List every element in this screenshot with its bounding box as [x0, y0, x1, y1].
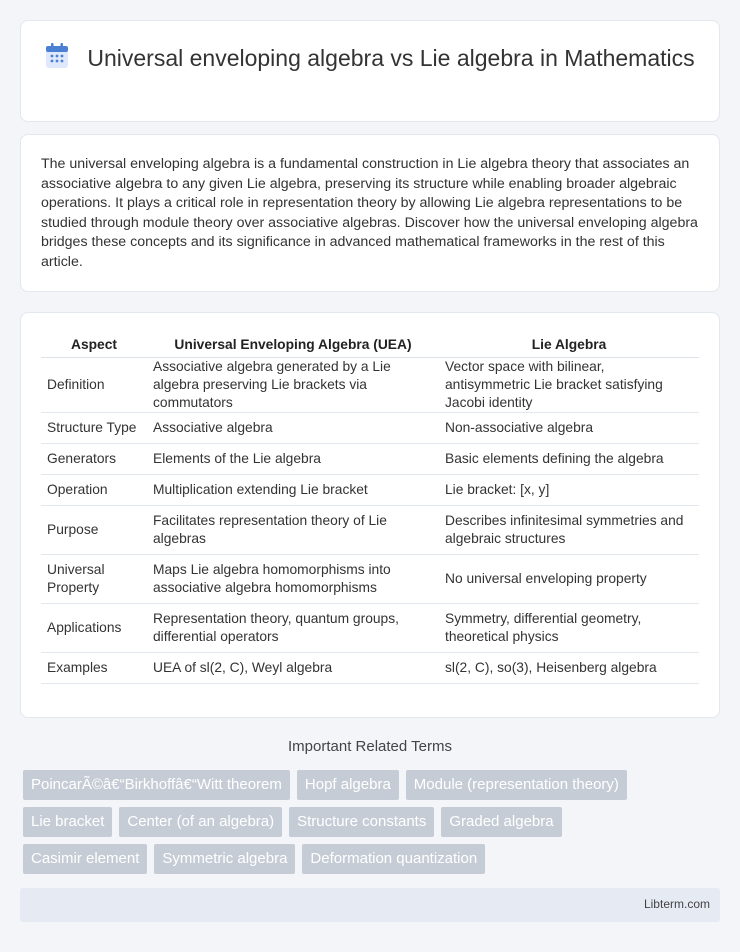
cell-uea: Multiplication extending Lie bracket [147, 474, 439, 505]
cell-uea: Elements of the Lie algebra [147, 443, 439, 474]
cell-aspect: Operation [41, 474, 147, 505]
cell-uea: Facilitates representation theory of Lie algebras [147, 505, 439, 554]
table-row [41, 412, 699, 443]
term-tag[interactable]: Lie bracket [23, 807, 112, 837]
cell-aspect: Structure Type [41, 412, 147, 443]
page-title-block [21, 43, 719, 73]
term-tag[interactable]: PoincarÃ©â€“Birkhoffâ€“Witt theorem [23, 770, 290, 800]
related-terms-title: Important Related Terms [288, 738, 452, 755]
term-tag[interactable]: Module (representation theory) [406, 770, 627, 800]
cell-lie: Describes infinitesimal symmetries and algebraic structures [439, 505, 699, 554]
footer-site-link[interactable]: Libterm.com [643, 897, 710, 911]
table-header-row [41, 333, 699, 357]
term-tag[interactable]: Symmetric algebra [154, 844, 295, 874]
table-row [41, 443, 699, 474]
cell-aspect: Generators [41, 443, 147, 474]
table-row [41, 357, 699, 412]
table-row [41, 652, 699, 683]
cell-aspect: Examples [41, 652, 147, 683]
term-tag[interactable]: Deformation quantization [302, 844, 485, 874]
cell-uea: UEA of sl(2, C), Weyl algebra [147, 652, 439, 683]
intro-text: The universal enveloping algebra is a fundamental construction in Lie algebra theory that associates an associative algebra to any given Lie algebra, preserving its structure while enabling broader algebraic operations. It plays a critical role in representation theory by allowing Lie algebra representations to be studied through module theory over associative algebras. Discover how the universal enveloping algebra bridges these concepts and its significance in advanced mathematical frameworks in the rest of this article. [41, 156, 698, 270]
term-row [23, 770, 713, 800]
term-row [23, 807, 713, 837]
term-tag[interactable]: Casimir element [23, 844, 147, 874]
comparison-card [20, 312, 720, 718]
footer [20, 888, 720, 922]
calendar-icon [45, 43, 69, 69]
intro-card [20, 134, 720, 292]
table-row [41, 505, 699, 554]
term-row [23, 844, 713, 874]
table-row [41, 554, 699, 603]
title-card [20, 20, 720, 122]
header-uea: Universal Enveloping Algebra (UEA) [147, 333, 439, 357]
term-tag[interactable]: Center (of an algebra) [119, 807, 282, 837]
table-row [41, 603, 699, 652]
cell-uea: Representation theory, quantum groups, differential operators [147, 603, 439, 652]
cell-aspect: Purpose [41, 505, 147, 554]
cell-lie: No universal enveloping property [439, 554, 699, 603]
cell-uea: Associative algebra [147, 412, 439, 443]
cell-lie: Vector space with bilinear, antisymmetric Lie bracket satisfying Jacobi identity [439, 357, 699, 412]
term-tag[interactable]: Graded algebra [441, 807, 561, 837]
related-terms [23, 770, 713, 881]
cell-aspect: Applications [41, 603, 147, 652]
header-aspect: Aspect [41, 333, 147, 357]
term-tag[interactable]: Hopf algebra [297, 770, 399, 800]
cell-lie: Lie bracket: [x, y] [439, 474, 699, 505]
header-lie: Lie Algebra [439, 333, 699, 357]
cell-lie: Symmetry, differential geometry, theoretical physics [439, 603, 699, 652]
cell-lie: Non-associative algebra [439, 412, 699, 443]
cell-aspect: Definition [41, 357, 147, 412]
cell-uea: Associative algebra generated by a Lie algebra preserving Lie brackets via commutators [147, 357, 439, 412]
cell-aspect: Universal Property [41, 554, 147, 603]
cell-uea: Maps Lie algebra homomorphisms into associative algebra homomorphisms [147, 554, 439, 603]
table-row [41, 474, 699, 505]
cell-lie: Basic elements defining the algebra [439, 443, 699, 474]
page-title: Universal enveloping algebra vs Lie algebra in Mathematics [87, 45, 695, 71]
cell-lie: sl(2, C), so(3), Heisenberg algebra [439, 652, 699, 683]
term-tag[interactable]: Structure constants [289, 807, 434, 837]
comparison-table [41, 333, 699, 684]
